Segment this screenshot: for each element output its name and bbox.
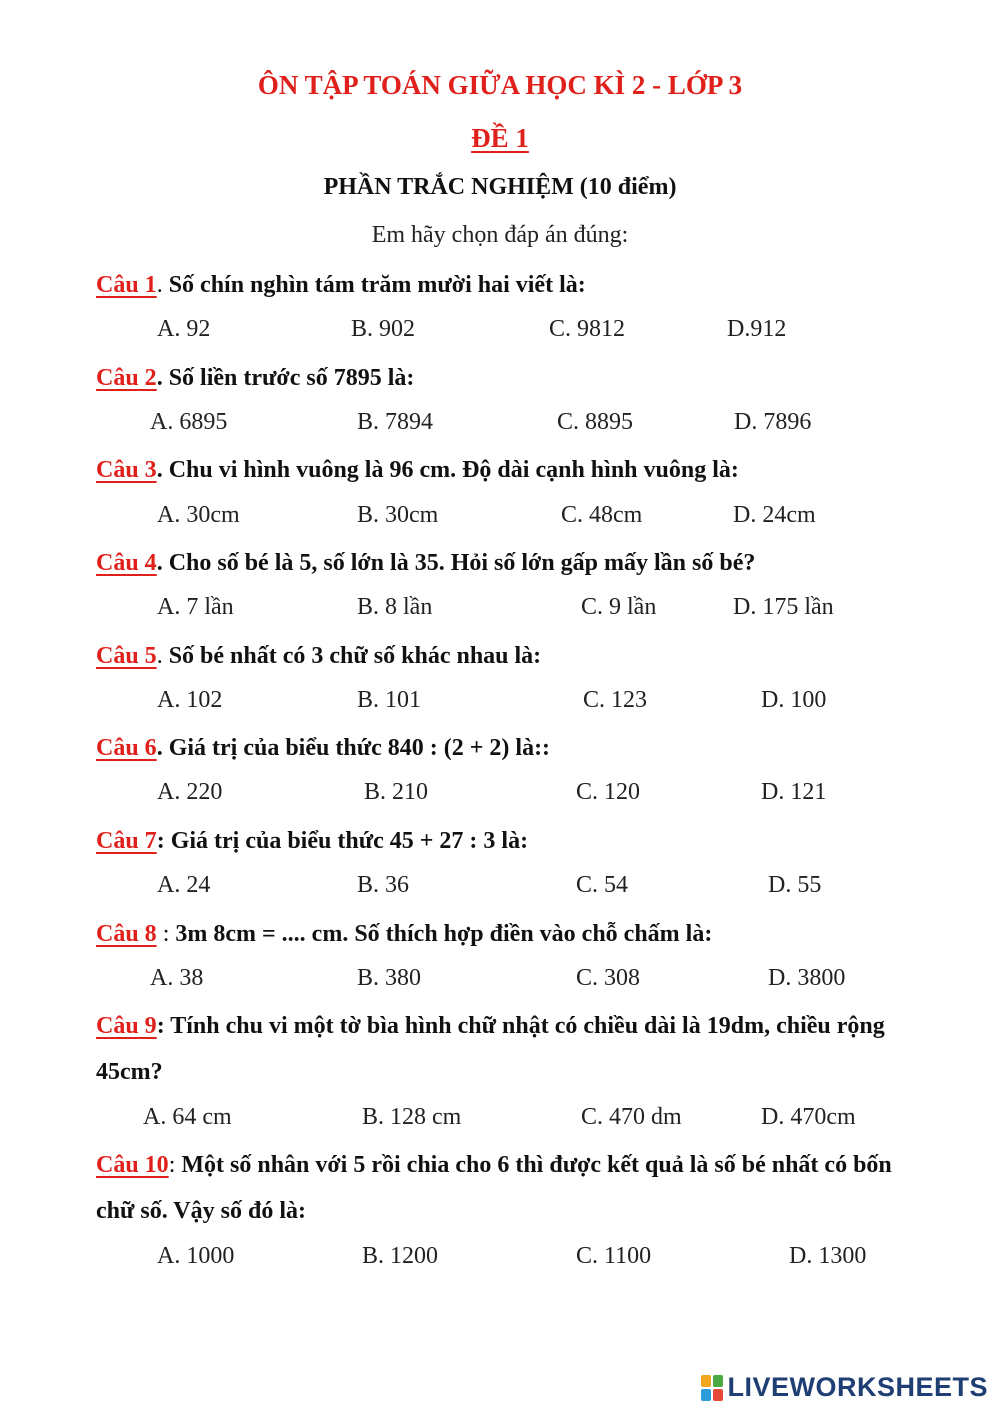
answer-option-1a[interactable]: A. 92 — [157, 316, 211, 342]
answer-option-3b[interactable]: B. 30cm — [357, 502, 439, 528]
question-label: Câu 5 — [96, 643, 157, 669]
question-separator: . — [156, 272, 169, 298]
question-10 — [96, 1142, 926, 1234]
question-label: Câu 2 — [96, 365, 157, 391]
question-label: Câu 6 — [96, 735, 157, 761]
answer-option-10b[interactable]: B. 1200 — [362, 1243, 439, 1269]
question-text: Số bé nhất có 3 chữ số khác nhau là: — [168, 643, 542, 669]
answer-option-7d[interactable]: D. 55 — [768, 872, 822, 898]
question-separator: : — [156, 1013, 171, 1039]
answer-option-10c[interactable]: C. 1100 — [576, 1243, 652, 1269]
question-1 — [96, 262, 926, 308]
liveworksheets-logo-icon — [701, 1375, 723, 1401]
answer-option-4d[interactable]: D. 175 lần — [733, 594, 834, 620]
question-separator: . — [156, 365, 169, 391]
answer-option-9b[interactable]: B. 128 cm — [362, 1104, 462, 1130]
watermark-text: LIVEWORKSHEETS — [727, 1372, 988, 1402]
answer-option-4a[interactable]: A. 7 lần — [157, 594, 234, 620]
logo-square-2 — [713, 1375, 723, 1387]
answer-option-3d[interactable]: D. 24cm — [733, 502, 816, 528]
answer-option-5d[interactable]: D. 100 — [761, 687, 827, 713]
answer-option-5b[interactable]: B. 101 — [357, 687, 422, 713]
logo-square-3 — [701, 1389, 711, 1401]
logo-square-4 — [713, 1389, 723, 1401]
answer-option-4c[interactable]: C. 9 lần — [581, 594, 657, 620]
question-8 — [96, 911, 926, 957]
answer-option-3c[interactable]: C. 48cm — [561, 502, 643, 528]
question-text: Một số nhân với 5 rồi chia cho 6 thì được kết quả là số bé nhất có bốn chữ số. Vậy số đó là: — [96, 1152, 892, 1224]
answer-option-8b[interactable]: B. 380 — [357, 965, 422, 991]
section-heading: PHẦN TRẮC NGHIỆM (10 điểm) — [323, 174, 677, 200]
question-separator: . — [156, 550, 169, 576]
answer-option-5c[interactable]: C. 123 — [583, 687, 648, 713]
answer-option-4b[interactable]: B. 8 lần — [357, 594, 433, 620]
answer-option-1d[interactable]: D.912 — [727, 316, 787, 342]
question-label: Câu 9 — [96, 1013, 157, 1039]
answer-option-2a[interactable]: A. 6895 — [150, 409, 228, 435]
answer-option-8a[interactable]: A. 38 — [150, 965, 204, 991]
question-label: Câu 8 — [96, 921, 157, 947]
question-label: Câu 4 — [96, 550, 157, 576]
worksheet-title: ÔN TẬP TOÁN GIỮA HỌC KÌ 2 - LỚP 3 — [257, 70, 743, 100]
answer-option-3a[interactable]: A. 30cm — [157, 502, 240, 528]
answer-option-2c[interactable]: C. 8895 — [557, 409, 634, 435]
question-text: Tính chu vi một tờ bìa hình chữ nhật có chiều dài là 19dm, chiều rộng 45cm? — [96, 1013, 885, 1085]
answer-option-9d[interactable]: D. 470cm — [761, 1104, 856, 1130]
answer-option-2b[interactable]: B. 7894 — [357, 409, 434, 435]
question-2 — [96, 355, 926, 401]
question-separator: . — [156, 643, 169, 669]
answer-option-1c[interactable]: C. 9812 — [549, 316, 626, 342]
answer-option-6b[interactable]: B. 210 — [364, 779, 429, 805]
exam-number — [0, 123, 1000, 154]
question-text: Số chín nghìn tám trăm mười hai viết là: — [168, 272, 586, 298]
question-label: Câu 7 — [96, 828, 157, 854]
answer-option-2d[interactable]: D. 7896 — [734, 409, 812, 435]
question-text: Cho số bé là 5, số lớn là 35. Hỏi số lớn gấp mấy lần số bé? — [168, 550, 756, 576]
answer-option-6d[interactable]: D. 121 — [761, 779, 827, 805]
question-separator: . — [156, 735, 169, 761]
answer-option-8d[interactable]: D. 3800 — [768, 965, 846, 991]
question-text: 3m 8cm = .... cm. Số thích hợp điền vào chỗ chấm là: — [175, 921, 713, 947]
question-separator: : — [156, 828, 171, 854]
question-text: Số liền trước số 7895 là: — [168, 365, 415, 391]
question-5 — [96, 633, 926, 679]
answer-option-5a[interactable]: A. 102 — [157, 687, 223, 713]
exam-number-text: ĐỀ 1 — [471, 123, 529, 153]
answer-option-6c[interactable]: C. 120 — [576, 779, 641, 805]
answer-option-9a[interactable]: A. 64 cm — [143, 1104, 232, 1130]
answer-option-7a[interactable]: A. 24 — [157, 872, 211, 898]
question-separator: : — [168, 1152, 182, 1178]
question-label: Câu 10 — [96, 1152, 169, 1178]
answer-option-7c[interactable]: C. 54 — [576, 872, 629, 898]
question-4 — [96, 540, 926, 586]
answer-option-8c[interactable]: C. 308 — [576, 965, 641, 991]
question-6 — [96, 725, 926, 771]
instruction-text: Em hãy chọn đáp án đúng: — [371, 222, 629, 248]
answer-option-9c[interactable]: C. 470 dm — [581, 1104, 682, 1130]
question-separator: : — [156, 921, 176, 947]
question-label: Câu 1 — [96, 272, 157, 298]
answer-option-10d[interactable]: D. 1300 — [789, 1243, 867, 1269]
liveworksheets-watermark — [701, 1372, 988, 1403]
question-text: Giá trị của biểu thức 45 + 27 : 3 là: — [170, 828, 529, 854]
answer-option-7b[interactable]: B. 36 — [357, 872, 410, 898]
question-label: Câu 3 — [96, 457, 157, 483]
answer-option-6a[interactable]: A. 220 — [157, 779, 223, 805]
answer-option-10a[interactable]: A. 1000 — [157, 1243, 235, 1269]
question-text: Chu vi hình vuông là 96 cm. Độ dài cạnh hình vuông là: — [168, 457, 739, 483]
question-7 — [96, 818, 926, 864]
question-text: Giá trị của biểu thức 840 : (2 + 2) là:: — [168, 735, 551, 761]
question-3 — [96, 447, 926, 493]
question-separator: . — [156, 457, 169, 483]
question-9 — [96, 1003, 926, 1095]
logo-square-1 — [701, 1375, 711, 1387]
answer-option-1b[interactable]: B. 902 — [351, 316, 416, 342]
